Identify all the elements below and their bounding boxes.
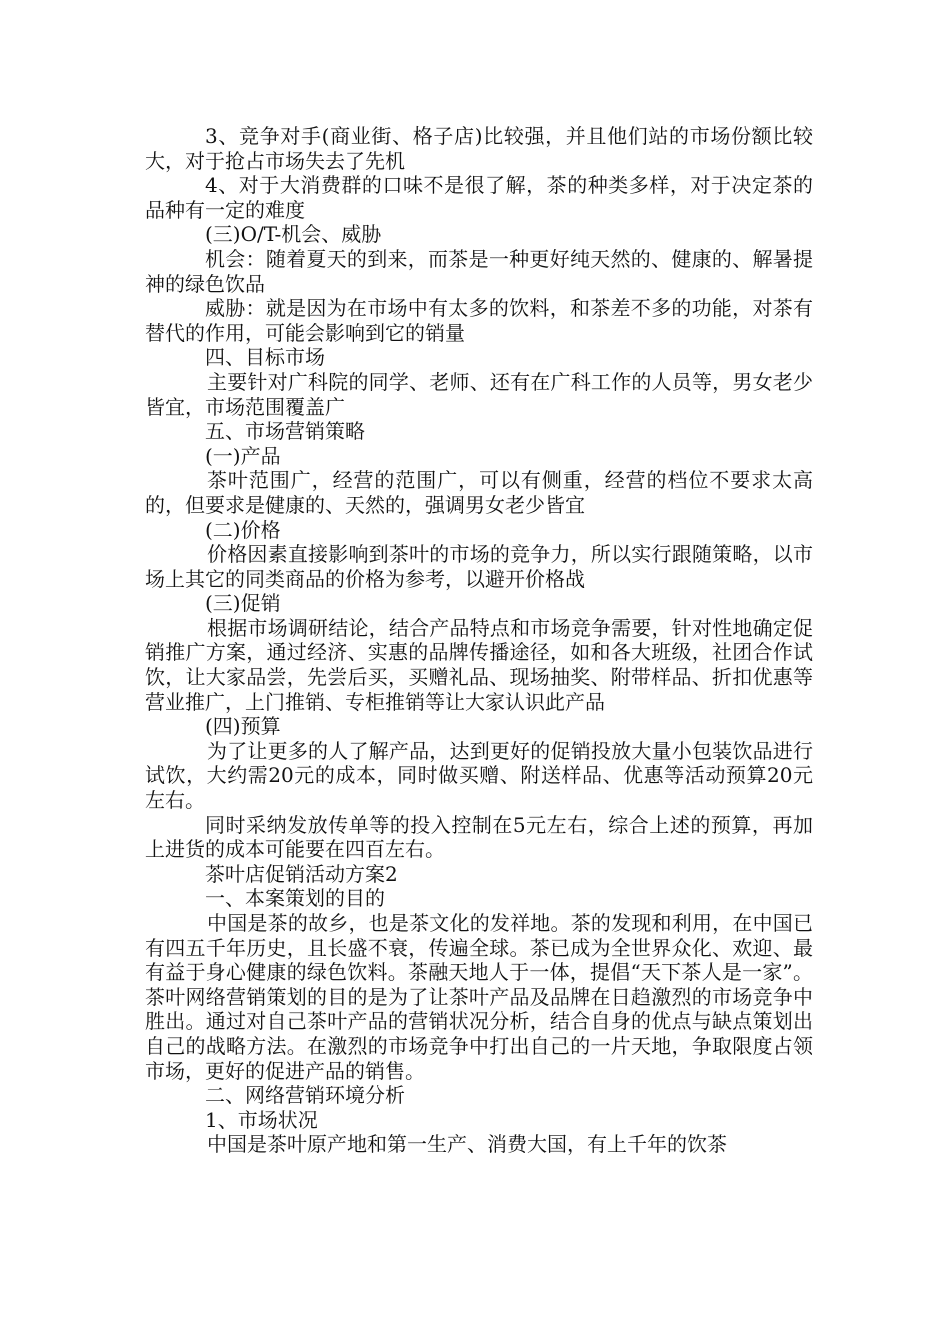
paragraph-opportunity: 机会：随着夏天的到来，而茶是一种更好纯天然的、健康的、解暑提神的绿色饮品	[145, 246, 813, 296]
paragraph-budget-total: 同时采纳发放传单等的投入控制在5元左右，综合上述的预算，再加上进货的成本可能要在四百左右。	[145, 812, 813, 862]
heading-market-status: 1、市场状况	[205, 1107, 318, 1132]
paragraph-budget: 为了让更多的人了解产品，达到更好的促销投放大量小包装饮品进行试饮，大约需20元的成本，同时做买赠、附送样品、优惠等活动预算20元左右。	[145, 738, 813, 813]
heading-promotion: (三)促销	[205, 591, 281, 616]
heading-ot-opportunity-threat: (三)O/T-机会、威胁	[205, 222, 382, 247]
heading-product: (一)产品	[205, 443, 281, 468]
heading-plan-2: 茶叶店促销活动方案2	[205, 861, 398, 886]
paragraph-competitor: 3、竞争对手(商业街、格子店)比较强，并且他们站的市场份额比较大，对于抢占市场失去了先机	[145, 124, 813, 173]
paragraph-product: 茶叶范围广，经营的范围广，可以有侧重，经营的档位不要求太高的，但要求是健康的、天然的，强调男女老少皆宜	[145, 468, 813, 517]
heading-environment-analysis: 二、网络营销环境分析	[205, 1083, 405, 1108]
heading-purpose: 一、本案策划的目的	[205, 886, 385, 911]
document-body	[145, 124, 813, 1157]
paragraph-market-status: 中国是茶叶原产地和第一生产、消费大国，有上千年的饮茶	[207, 1132, 727, 1157]
paragraph-threat: 威胁：就是因为在市场中有太多的饮料，和茶差不多的功能，对茶有替代的作用，可能会影响到它的销量	[145, 296, 813, 345]
heading-budget: (四)预算	[205, 714, 281, 739]
heading-target-market: 四、目标市场	[205, 345, 325, 370]
paragraph-promotion: 根据市场调研结论，结合产品特点和市场竞争需要，针对性地确定促销推广方案，通过经济、实惠的品牌传播途径，如和各大班级，社团合作试饮，让大家品尝，先尝后买，买赠礼品、现场抽奖、附带样品、折扣优惠等营业推广，上门推销、专柜推销等让大家认识此产品	[145, 615, 813, 714]
paragraph-target-market: 主要针对广科院的同学、老师、还有在广科工作的人员等，男女老少皆宜，市场范围覆盖广	[145, 369, 813, 419]
paragraph-consumer-taste: 4、对于大消费群的口味不是很了解，茶的种类多样，对于决定茶的品种有一定的难度	[145, 173, 813, 222]
heading-price: (二)价格	[205, 517, 281, 542]
heading-marketing-strategy: 五、市场营销策略	[205, 419, 365, 444]
paragraph-purpose: 中国是茶的故乡，也是茶文化的发祥地。茶的发现和利用，在中国已有四五千年历史，且长盛不衰，传遍全球。茶已成为全世界众化、欢迎、最有益于身心健康的绿色饮料。茶融天地人于一体，提倡“天下茶人是一家”。茶叶网络营销策划的目的是为了让茶叶产品及品牌在日趋激烈的市场竞争中胜出。通过对自己茶叶产品的营销状况分析，结合自身的优点与缺点策划出自己的战略方法。在激烈的市场竞争中打出自己的一片天地，争取限度占领市场，更好的促进产品的销售。	[145, 911, 813, 1083]
paragraph-price: 价格因素直接影响到茶叶的市场的竞争力，所以实行跟随策略，以市场上其它的同类商品的价格为参考，以避开价格战	[145, 542, 813, 591]
